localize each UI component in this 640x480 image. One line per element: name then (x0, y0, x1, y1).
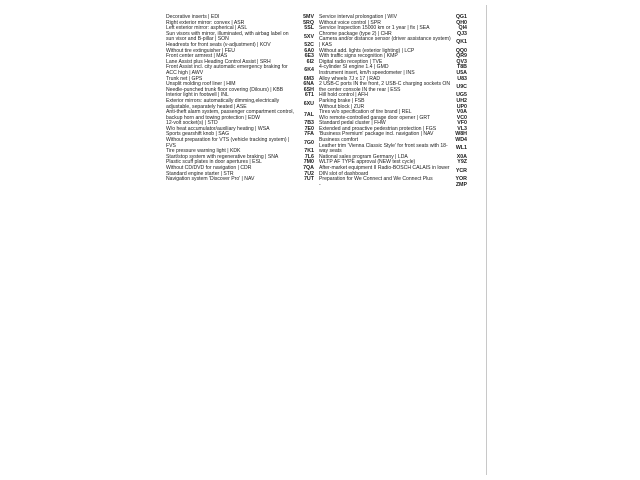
equipment-code: QQ0 (455, 47, 467, 54)
equipment-description: Lane Assist plus Heading Control Assist | SRH (166, 58, 271, 65)
equipment-code: U83 (457, 75, 467, 82)
equipment-code: 6NA (303, 81, 314, 88)
equipment-code: W8H (455, 131, 467, 138)
equipment-description: Unsplit molding roof liner | HIM (166, 81, 236, 88)
equipment-description: Left exterior mirror: aspherical | ASL (166, 25, 248, 32)
equipment-row (166, 177, 314, 183)
equipment-description: Preparation for We Connect and We Connect Plus (319, 176, 433, 183)
equipment-code: 6SH (303, 86, 314, 93)
equipment-code: 7E0 (304, 125, 314, 132)
equipment-description: Right exterior mirror: convex | ASR (166, 19, 245, 26)
equipment-description: Service interval prolongation | WIV (319, 14, 398, 20)
equipment-description: National sales program Germany | LDA (319, 153, 408, 160)
equipment-description: - (319, 181, 321, 188)
equipment-code: WD4 (455, 137, 467, 144)
equipment-description: WLTP AF TYPE approval (NEW test cycle) (319, 159, 416, 166)
equipment-description: Chrome package (type 2) | CHR (319, 30, 392, 37)
equipment-code: QV3 (456, 58, 467, 65)
equipment-code: 5MV (303, 14, 314, 20)
equipment-code: YCR (455, 167, 467, 174)
equipment-code: 7L6 (304, 153, 314, 160)
equipment-description: Without block | ZUR (319, 103, 365, 110)
equipment-description: 'Business Premium' package incl. navigation | NAV (319, 131, 434, 138)
equipment-description: Without preparation for VTS (vehicle tracking system) | FVS (166, 137, 290, 149)
equipment-description: 4-cylinder SI engine 1.4 | GMD (319, 64, 389, 71)
equipment-code: 7B3 (304, 120, 314, 127)
equipment-description: Tire pressure warning light | KDK (166, 148, 241, 155)
equipment-code: U5A (456, 69, 467, 76)
equipment-code: UG5 (456, 92, 467, 99)
equipment-description: Exterior mirrors: automatically dimming,electrically adjustable, separately heated | ASE (166, 97, 280, 110)
equipment-description: Without tire extinguisher | FEU (166, 47, 235, 54)
equipment-code: UP0 (456, 103, 467, 110)
equipment-code: 7AL (303, 111, 314, 118)
equipment-description: Sun visors with mirror, illuminated, with airbag label on sun visor and B-pillar | SON (166, 30, 289, 43)
equipment-description: Parking brake | FSB (319, 97, 365, 104)
equipment-description: Decorative inserts | EDI (166, 14, 220, 20)
equipment-code: 6M3 (303, 75, 314, 82)
equipment-code: ZMP (455, 181, 467, 188)
equipment-list-right (319, 15, 467, 188)
equipment-description: Interior light in footwell | INL (166, 92, 229, 99)
equipment-description: Plastic scuff plates in door apertures | ESL (166, 159, 262, 166)
equipment-code: X0A (456, 153, 467, 160)
equipment-code: 6E3 (304, 53, 314, 60)
equipment-row (166, 65, 314, 76)
equipment-code: QR9 (456, 53, 467, 60)
equipment-description: Business comfort (319, 137, 359, 144)
equipment-code: Y9Z (457, 159, 467, 166)
equipment-description: Standard engine starter | STR (166, 170, 234, 177)
equipment-code: WL1 (455, 145, 467, 152)
equipment-code: VL3 (457, 125, 467, 132)
equipment-description: Without add. lights (exterior lighting) | LCP (319, 47, 415, 54)
equipment-code: VC0 (456, 114, 467, 121)
equipment-code: 5SL (304, 25, 314, 32)
equipment-code: 6I2 (306, 58, 314, 65)
equipment-description: Anti-theft alarm system, passenger compartment control, backup horn and towing protection | EDW (166, 109, 294, 121)
equipment-code: 7G0 (303, 139, 314, 146)
equipment-description: Needle-punched trunk floor covering (Dilours) | KBB (166, 86, 284, 93)
equipment-code: 7UT (303, 176, 314, 183)
equipment-code: U9C (456, 83, 467, 90)
equipment-code: 7M0 (303, 159, 314, 166)
equipment-description: Service Inspection 15000 km or 1 year | fix | SEA (319, 25, 430, 32)
equipment-description: W/o heat accumulator/auxiliary heating | WSA (166, 125, 270, 132)
equipment-code: 6T1 (304, 92, 314, 99)
equipment-code: 6A0 (304, 47, 314, 54)
equipment-code: 52C (304, 41, 314, 48)
equipment-code: QG1 (455, 14, 467, 20)
equipment-description: 12-volt socket(s) | STD (166, 120, 218, 127)
equipment-description: Without CD/DVD for navigation | CDR (166, 165, 252, 172)
equipment-description: Without voice control | SPR (319, 19, 381, 26)
equipment-code: UH2 (456, 97, 467, 104)
equipment-description: Sports gearshift knob | SAG (166, 131, 230, 138)
equipment-code: QI4 (458, 25, 467, 32)
equipment-code: 7FA (304, 131, 314, 138)
equipment-code: YOR (455, 176, 467, 183)
equipment-list-left (166, 15, 314, 183)
equipment-description: After-market equipment II Radio-BOSCH CALAIS in lower DIN slot of dashboard (319, 165, 450, 177)
equipment-code: 7U2 (304, 170, 314, 177)
equipment-description: Instrument insert, km/h speedometer | INS (319, 69, 415, 76)
equipment-description: Leather trim 'Vienna Classic Style' for front seats with 18-way seats (319, 142, 448, 155)
equipment-row (319, 37, 467, 48)
equipment-code: 5RQ (303, 19, 314, 26)
equipment-description: Front center armrest | MAS (166, 53, 228, 60)
equipment-description: Camera and/or distance sensor (driver assistance system) | KAS (319, 36, 451, 48)
equipment-code: QH0 (456, 19, 467, 26)
equipment-description: W/o remote-controlled garage door opener | GRT (319, 114, 431, 121)
equipment-description: Navigation system 'Discover Pro' | NAV (166, 176, 255, 183)
equipment-code: QJ3 (456, 30, 467, 37)
equipment-code: QK1 (456, 39, 467, 46)
equipment-description: 2 USB-C ports IN the front, 2 USB-C charging sockets ON the center console IN the rear | ESS (319, 81, 451, 93)
page-divider (486, 5, 487, 475)
equipment-description: Front Assist incl. city automatic emergency braking for ACC high | AWV (166, 64, 288, 76)
equipment-description: Hill hold control | AFH (319, 92, 368, 99)
equipment-description: Start/stop system with regenerative braking | SNA (166, 153, 279, 160)
equipment-code: T8B (456, 64, 467, 71)
equipment-description: Alloy wheels 7J x 17 | RAD (319, 75, 381, 82)
equipment-code: 6K4 (304, 67, 314, 74)
equipment-description: Digital radio reception | TVE (319, 58, 383, 65)
equipment-code: VF0 (457, 120, 467, 127)
equipment-code: 7K1 (304, 148, 314, 155)
equipment-code: 6XU (303, 100, 314, 107)
equipment-description: Extended and proactive pedestrian protection | FGS (319, 125, 437, 132)
equipment-row (319, 183, 467, 189)
equipment-description: Headrests for front seats (v-adjustment) | KOV (166, 41, 271, 48)
equipment-code: 5XV (303, 33, 314, 40)
equipment-description: With traffic signs recognition | KMP (319, 53, 398, 60)
equipment-code: V0A (456, 109, 467, 116)
equipment-description: Standard pedal cluster | FHW (319, 120, 386, 127)
equipment-description: Tires w/o specification of tire brand | REL (319, 109, 412, 116)
equipment-code: 7QA (303, 165, 314, 172)
equipment-description: Trunk net | GPS (166, 75, 203, 82)
